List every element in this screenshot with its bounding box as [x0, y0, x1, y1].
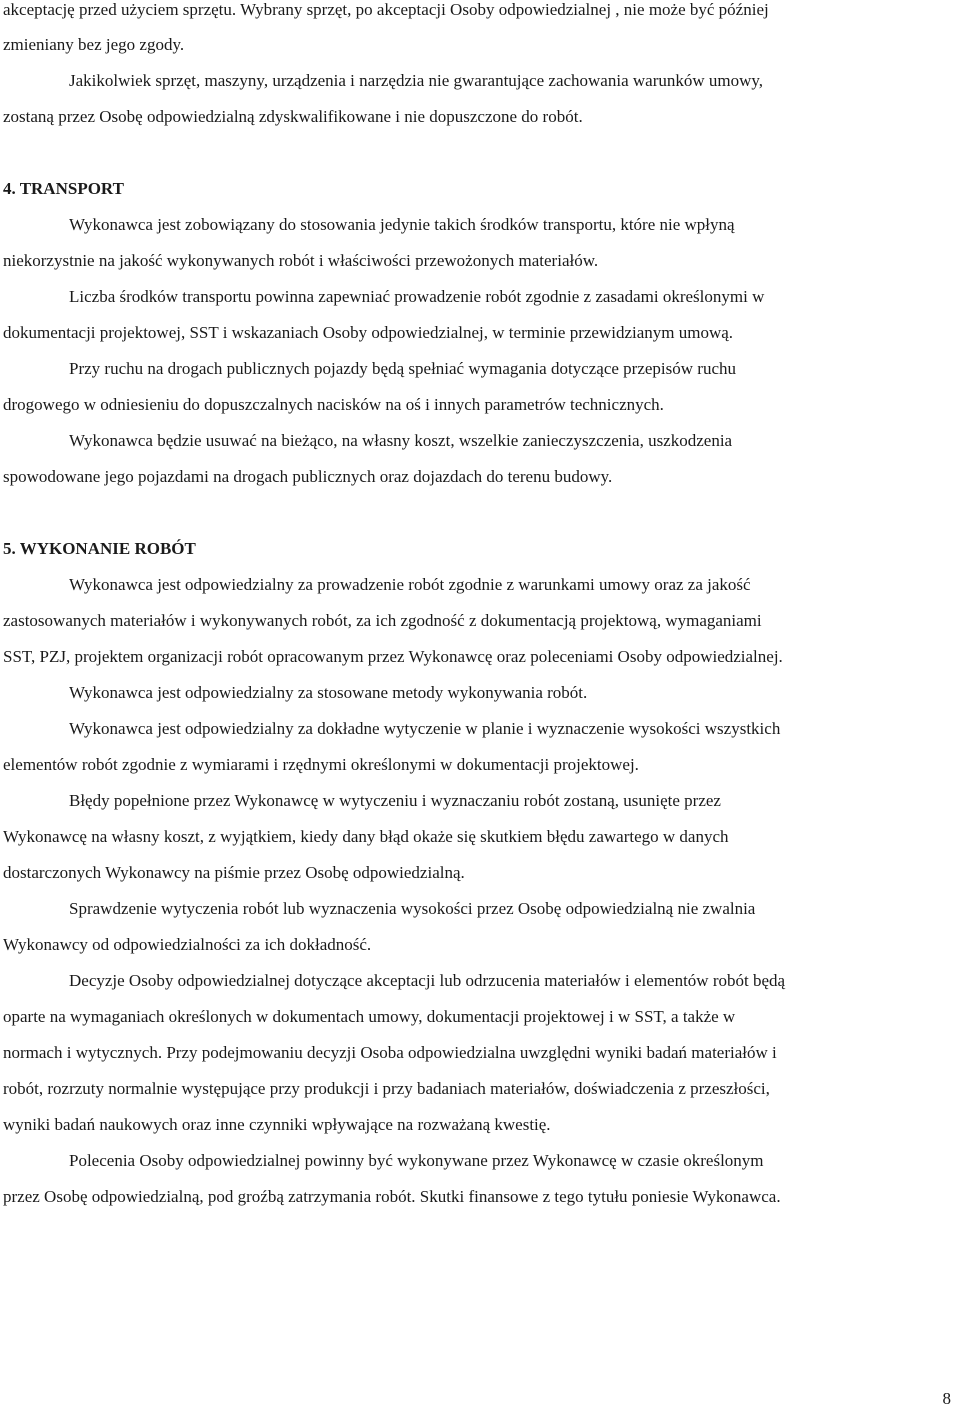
- text-line: oparte na wymaganiach określonych w dokumentach umowy, dokumentacji projektowej i w SST, a także w: [3, 1007, 736, 1026]
- text-line: dokumentacji projektowej, SST i wskazaniach Osoby odpowiedzialnej, w terminie przewidzianym umową.: [3, 323, 734, 342]
- text-line: Błędy popełnione przez Wykonawcę w wytyczeniu i wyznaczaniu robót zostaną, usunięte przez: [69, 791, 721, 810]
- text-line: Wykonawca jest odpowiedzialny za dokładne wytyczenie w planie i wyznaczenie wysokości wszystkich: [69, 719, 781, 738]
- text-line: wyniki badań naukowych oraz inne czynniki wpływające na rozważaną kwestię.: [3, 1115, 551, 1134]
- text-line: Wykonawca jest zobowiązany do stosowania jedynie takich środków transportu, które nie wpłyną: [69, 215, 735, 234]
- text-line: Wykonawca będzie usuwać na bieżąco, na własny koszt, wszelkie zanieczyszczenia, uszkodzenia: [69, 431, 733, 450]
- text-line: zostaną przez Osobę odpowiedzialną zdyskwalifikowane i nie dopuszczone do robót.: [3, 107, 583, 126]
- text-line: zmieniany bez jego zgody.: [3, 35, 185, 54]
- text-line: zastosowanych materiałów i wykonywanych robót, za ich zgodność z dokumentacją projektową, wymaganiami: [3, 611, 762, 630]
- text-line: Sprawdzenie wytyczenia robót lub wyznaczenia wysokości przez Osobę odpowiedzialną nie zwalnia: [69, 899, 756, 918]
- text-line: dostarczonych Wykonawcy na piśmie przez Osobę odpowiedzialną.: [3, 863, 465, 882]
- text-line: robót, rozrzuty normalnie występujące przy produkcji i przy badaniach materiałów, doświadczenia z przeszłości,: [3, 1079, 770, 1098]
- text-line: akceptację przed użyciem sprzętu. Wybrany sprzęt, po akceptacji Osoby odpowiedzialnej , nie może być później: [3, 0, 769, 19]
- text-line: elementów robót zgodnie z wymiarami i rzędnymi określonymi w dokumentacji projektowej.: [3, 755, 639, 774]
- page-number: 8: [942, 1389, 951, 1408]
- text-line: Liczba środków transportu powinna zapewniać prowadzenie robót zgodnie z zasadami określonymi w: [69, 287, 765, 306]
- text-line: Decyzje Osoby odpowiedzialnej dotyczące akceptacji lub odrzucenia materiałów i elementów robót będą: [69, 971, 786, 990]
- text-line: Wykonawca jest odpowiedzialny za stosowane metody wykonywania robót.: [69, 683, 588, 702]
- text-line: niekorzystnie na jakość wykonywanych robót i właściwości przewożonych materiałów.: [3, 251, 599, 270]
- text-line: Przy ruchu na drogach publicznych pojazdy będą spełniać wymagania dotyczące przepisów ruchu: [69, 359, 736, 378]
- text-line: Wykonawcę na własny koszt, z wyjątkiem, kiedy dany błąd okaże się skutkiem błędu zawartego w danych: [3, 827, 729, 846]
- text-line: Polecenia Osoby odpowiedzialnej powinny być wykonywane przez Wykonawcę w czasie określonym: [69, 1151, 764, 1170]
- text-line: spowodowane jego pojazdami na drogach publicznych oraz dojazdach do terenu budowy.: [3, 467, 613, 486]
- section-heading-transport: 4. TRANSPORT: [3, 179, 124, 198]
- text-line: Wykonawcy od odpowiedzialności za ich dokładność.: [3, 935, 372, 954]
- text-line: przez Osobę odpowiedzialną, pod groźbą zatrzymania robót. Skutki finansowe z tego tytułu poniesie Wykonawca.: [3, 1187, 781, 1206]
- text-line: SST, PZJ, projektem organizacji robót opracowanym przez Wykonawcę oraz poleceniami Osoby odpowiedzialnej.: [3, 647, 783, 666]
- text-line: normach i wytycznych. Przy podejmowaniu decyzji Osoba odpowiedzialna uwzględni wyniki badań materiałów i: [3, 1043, 777, 1062]
- text-line: drogowego w odniesieniu do dopuszczalnych nacisków na oś i innych parametrów technicznych.: [3, 395, 664, 414]
- section-heading-wykonanie-robot: 5. WYKONANIE ROBÓT: [3, 539, 196, 558]
- text-line: Jakikolwiek sprzęt, maszyny, urządzenia i narzędzia nie gwarantujące zachowania warunków umowy,: [69, 71, 764, 90]
- text-line: Wykonawca jest odpowiedzialny za prowadzenie robót zgodnie z warunkami umowy oraz za jakość: [69, 575, 751, 594]
